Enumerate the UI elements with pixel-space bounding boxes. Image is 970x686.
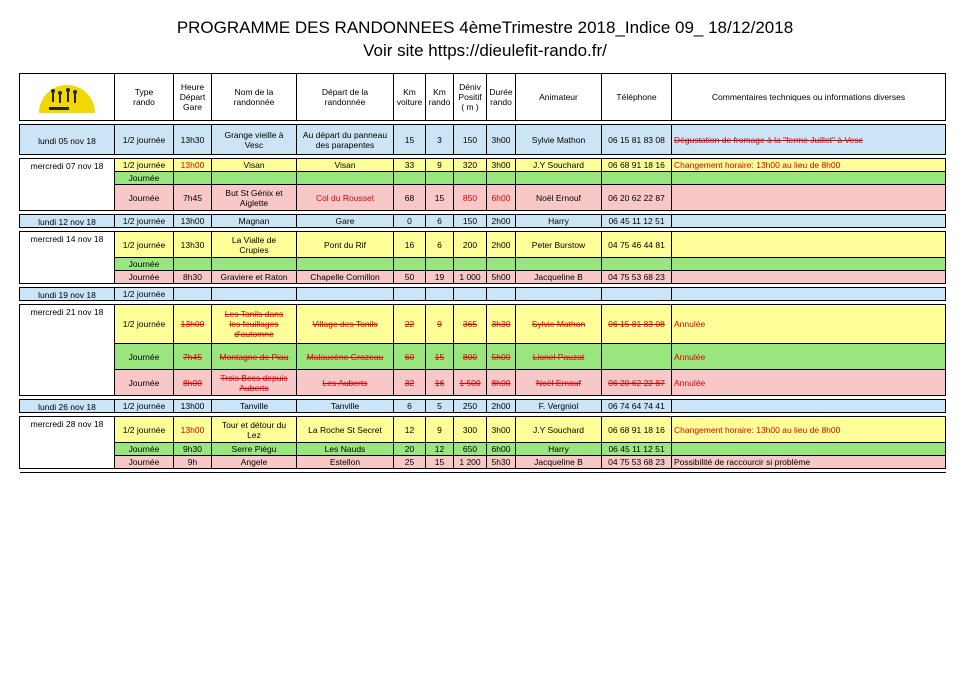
- cell-animateur: Sylvie Mathon: [516, 125, 602, 155]
- cell-type: Journée: [115, 185, 174, 211]
- header-deniv: Déniv Positif ( m ): [454, 74, 487, 121]
- cell-type: Journée: [115, 456, 174, 469]
- cell-km-voiture: 25: [394, 456, 426, 469]
- cell-telephone: 06 45 11 12 51: [602, 215, 672, 228]
- cell-commentaires: [672, 185, 946, 211]
- cell-km-voiture: 68: [394, 185, 426, 211]
- cell-type: 1/2 journée: [115, 305, 174, 344]
- table-row: [20, 370, 946, 396]
- cell-duree: [487, 172, 516, 185]
- cell-nom: Grange vieille à Vesc: [212, 125, 297, 155]
- cell-nom: Les Tonils dans les feuillages d'automne: [212, 305, 297, 344]
- cell-deniv: 250: [454, 400, 487, 413]
- cell-km-voiture: 33: [394, 159, 426, 172]
- cell-km-rando: 15: [426, 456, 454, 469]
- cell-km-rando: 6: [426, 232, 454, 258]
- table-row: [20, 417, 946, 443]
- cell-duree: 3h00: [487, 125, 516, 155]
- cell-deniv: [454, 258, 487, 271]
- spacer-cell: [20, 469, 946, 473]
- cell-commentaires: [672, 258, 946, 271]
- cell-nom: Trois Becs depuis Auberts: [212, 370, 297, 396]
- cell-type: Journée: [115, 258, 174, 271]
- cell-animateur: Harry: [516, 215, 602, 228]
- cell-nom: Montagne de Piau: [212, 344, 297, 370]
- cell-type: 1/2 journée: [115, 125, 174, 155]
- cell-nom: Graviere et Raton: [212, 271, 297, 284]
- cell-commentaires: Annulée: [672, 344, 946, 370]
- cell-depart: Estellon: [297, 456, 394, 469]
- cell-heure: 8h00: [174, 370, 212, 396]
- walkers-logo-icon: [35, 80, 99, 114]
- cell-commentaires: [672, 443, 946, 456]
- cell-km-rando: 19: [426, 271, 454, 284]
- cell-nom: La Vialle de Crupies: [212, 232, 297, 258]
- cell-km-voiture: 20: [394, 443, 426, 456]
- cell-depart: La Roche St Secret: [297, 417, 394, 443]
- cell-heure: 13h00: [174, 400, 212, 413]
- cell-type: Journée: [115, 443, 174, 456]
- cell-duree: 3h00: [487, 159, 516, 172]
- header-km-voiture: Km voiture: [394, 74, 426, 121]
- cell-commentaires: Changement horaire: 13h00 au lieu de 8h00: [672, 417, 946, 443]
- cell-heure: 7h45: [174, 344, 212, 370]
- cell-deniv: [454, 288, 487, 301]
- cell-depart: Malaucène Grozeau: [297, 344, 394, 370]
- header-km-rando: Km rando: [426, 74, 454, 121]
- cell-duree: 5h00: [487, 344, 516, 370]
- cell-km-voiture: 12: [394, 417, 426, 443]
- cell-telephone: 06 20 62 22 87: [602, 370, 672, 396]
- logo-cell: [20, 74, 115, 121]
- cell-animateur: Peter Burstow: [516, 232, 602, 258]
- cell-heure: [174, 288, 212, 301]
- cell-deniv: 1 500: [454, 370, 487, 396]
- cell-animateur: [516, 172, 602, 185]
- cell-km-voiture: [394, 172, 426, 185]
- page-subtitle: Voir site https://dieulefit-rando.fr/: [363, 41, 607, 60]
- cell-depart: Chapelle Cornillon: [297, 271, 394, 284]
- hike-schedule-table: [19, 73, 946, 473]
- cell-type: Journée: [115, 344, 174, 370]
- cell-commentaires: Dégustation de fromage à la "ferme Juillet" à Vesc: [672, 125, 946, 155]
- cell-animateur: [516, 288, 602, 301]
- cell-heure: 13h30: [174, 125, 212, 155]
- cell-depart: Col du Rousset: [297, 185, 394, 211]
- date-cell: lundi 12 nov 18: [20, 215, 115, 228]
- table-row: [20, 232, 946, 258]
- cell-km-voiture: 15: [394, 125, 426, 155]
- cell-duree: [487, 258, 516, 271]
- cell-deniv: 300: [454, 417, 487, 443]
- cell-heure: [174, 258, 212, 271]
- cell-depart: [297, 172, 394, 185]
- cell-commentaires: Annulée: [672, 370, 946, 396]
- cell-telephone: 04 75 53 68 23: [602, 456, 672, 469]
- table-row: [20, 288, 946, 301]
- cell-km-voiture: 6: [394, 400, 426, 413]
- cell-km-rando: 3: [426, 125, 454, 155]
- cell-type: Journée: [115, 271, 174, 284]
- cell-duree: 3h30: [487, 305, 516, 344]
- date-cell: mercredi 14 nov 18: [20, 232, 115, 284]
- cell-km-rando: 12: [426, 443, 454, 456]
- table-row: [20, 172, 946, 185]
- cell-telephone: [602, 288, 672, 301]
- cell-animateur: Jacqueline B: [516, 271, 602, 284]
- cell-animateur: Sylvie Mathon: [516, 305, 602, 344]
- cell-type: 1/2 journée: [115, 417, 174, 443]
- cell-km-rando: 9: [426, 159, 454, 172]
- cell-duree: 6h00: [487, 443, 516, 456]
- cell-heure: 9h: [174, 456, 212, 469]
- cell-nom: [212, 288, 297, 301]
- cell-depart: [297, 258, 394, 271]
- cell-km-rando: 15: [426, 185, 454, 211]
- cell-animateur: [516, 258, 602, 271]
- header-depart: Départ de la randonnée: [297, 74, 394, 121]
- cell-animateur: Harry: [516, 443, 602, 456]
- cell-deniv: 1 000: [454, 271, 487, 284]
- cell-nom: Visan: [212, 159, 297, 172]
- cell-duree: 2h00: [487, 232, 516, 258]
- cell-deniv: 650: [454, 443, 487, 456]
- header-telephone: Téléphone: [602, 74, 672, 121]
- cell-animateur: Noël Ernouf: [516, 370, 602, 396]
- cell-commentaires: Possibilité de raccourcir si problème: [672, 456, 946, 469]
- cell-commentaires: Changement horaire: 13h00 au lieu de 8h00: [672, 159, 946, 172]
- table-row: [20, 443, 946, 456]
- cell-depart: Visan: [297, 159, 394, 172]
- cell-animateur: F. Vergniol: [516, 400, 602, 413]
- date-cell: lundi 26 nov 18: [20, 400, 115, 413]
- cell-heure: 7h45: [174, 185, 212, 211]
- cell-km-rando: [426, 172, 454, 185]
- cell-animateur: J.Y Souchard: [516, 417, 602, 443]
- cell-commentaires: [672, 288, 946, 301]
- page-title: PROGRAMME DES RANDONNEES 4èmeTrimestre 2018_Indice 09_ 18/12/2018: [176, 18, 794, 37]
- date-cell: mercredi 28 nov 18: [20, 417, 115, 469]
- table-row: [20, 271, 946, 284]
- cell-type: Journée: [115, 172, 174, 185]
- cell-km-rando: 9: [426, 417, 454, 443]
- cell-commentaires: [672, 172, 946, 185]
- cell-nom: But St Génix et Aiglette: [212, 185, 297, 211]
- cell-animateur: Noël Ernouf: [516, 185, 602, 211]
- cell-telephone: 04 75 53 68 23: [602, 271, 672, 284]
- cell-km-rando: 15: [426, 344, 454, 370]
- cell-nom: Serre Piègu: [212, 443, 297, 456]
- table-body: [20, 121, 946, 473]
- cell-animateur: Jacqueline B: [516, 456, 602, 469]
- table-row: [20, 125, 946, 155]
- cell-km-voiture: 22: [394, 305, 426, 344]
- cell-duree: [487, 288, 516, 301]
- cell-nom: Magnan: [212, 215, 297, 228]
- cell-heure: [174, 172, 212, 185]
- cell-animateur: Lionel Pauzat: [516, 344, 602, 370]
- cell-heure: 13h00: [174, 417, 212, 443]
- cell-deniv: 800: [454, 344, 487, 370]
- table-row: [20, 185, 946, 211]
- cell-duree: 5h00: [487, 271, 516, 284]
- cell-km-voiture: 32: [394, 370, 426, 396]
- cell-commentaires: [672, 271, 946, 284]
- cell-telephone: 06 15 81 83 08: [602, 125, 672, 155]
- cell-deniv: 1 200: [454, 456, 487, 469]
- cell-km-rando: 16: [426, 370, 454, 396]
- cell-km-voiture: 50: [394, 271, 426, 284]
- cell-km-voiture: 16: [394, 232, 426, 258]
- cell-animateur: J.Y Souchard: [516, 159, 602, 172]
- cell-heure: 13h00: [174, 215, 212, 228]
- cell-nom: Tour et détour du Lez: [212, 417, 297, 443]
- cell-km-rando: 5: [426, 400, 454, 413]
- header-nom: Nom de la randonnée: [212, 74, 297, 121]
- cell-heure: 9h30: [174, 443, 212, 456]
- cell-duree: 2h00: [487, 400, 516, 413]
- table-row: [20, 400, 946, 413]
- cell-km-voiture: [394, 258, 426, 271]
- header-commentaires: Commentaires techniques ou informations diverses: [672, 74, 946, 121]
- group-spacer: [20, 469, 946, 473]
- cell-depart: Tanville: [297, 400, 394, 413]
- cell-telephone: 04 75 46 44 81: [602, 232, 672, 258]
- cell-km-voiture: [394, 288, 426, 301]
- cell-km-rando: 9: [426, 305, 454, 344]
- cell-commentaires: [672, 400, 946, 413]
- header-type: Type rando: [115, 74, 174, 121]
- cell-commentaires: [672, 215, 946, 228]
- cell-type: 1/2 journée: [115, 400, 174, 413]
- cell-depart: Au départ du panneau des parapentes: [297, 125, 394, 155]
- cell-deniv: 150: [454, 215, 487, 228]
- cell-telephone: [602, 258, 672, 271]
- header-animateur: Animateur: [516, 74, 602, 121]
- cell-depart: Pont du Rif: [297, 232, 394, 258]
- cell-nom: [212, 258, 297, 271]
- cell-telephone: [602, 344, 672, 370]
- cell-deniv: 320: [454, 159, 487, 172]
- cell-km-voiture: 60: [394, 344, 426, 370]
- date-cell: lundi 19 nov 18: [20, 288, 115, 301]
- table-row: [20, 215, 946, 228]
- cell-km-rando: [426, 258, 454, 271]
- cell-duree: 6h00: [487, 185, 516, 211]
- cell-telephone: 06 20 62 22 87: [602, 185, 672, 211]
- table-row: [20, 305, 946, 344]
- cell-telephone: [602, 172, 672, 185]
- cell-heure: 13h00: [174, 159, 212, 172]
- cell-type: 1/2 journée: [115, 288, 174, 301]
- date-cell: mercredi 07 nov 18: [20, 159, 115, 211]
- table-header-row: [20, 74, 946, 121]
- cell-type: 1/2 journée: [115, 215, 174, 228]
- cell-nom: [212, 172, 297, 185]
- date-cell: mercredi 21 nov 18: [20, 305, 115, 396]
- cell-deniv: 150: [454, 125, 487, 155]
- date-cell: lundi 05 nov 18: [20, 125, 115, 155]
- cell-km-rando: 6: [426, 215, 454, 228]
- cell-deniv: 365: [454, 305, 487, 344]
- cell-telephone: 06 15 81 83 08: [602, 305, 672, 344]
- cell-heure: 13h00: [174, 305, 212, 344]
- cell-duree: 8h00: [487, 370, 516, 396]
- cell-type: Journée: [115, 370, 174, 396]
- cell-telephone: 06 45 11 12 51: [602, 443, 672, 456]
- cell-deniv: 200: [454, 232, 487, 258]
- header-heure: Heure Départ Gare: [174, 74, 212, 121]
- cell-commentaires: Annulée: [672, 305, 946, 344]
- cell-depart: Gare: [297, 215, 394, 228]
- cell-type: 1/2 journée: [115, 159, 174, 172]
- cell-duree: 3h00: [487, 417, 516, 443]
- cell-depart: Les Auberts: [297, 370, 394, 396]
- cell-heure: 8h30: [174, 271, 212, 284]
- cell-nom: Angele: [212, 456, 297, 469]
- cell-type: 1/2 journée: [115, 232, 174, 258]
- cell-depart: Village des Tonils: [297, 305, 394, 344]
- cell-telephone: 06 68 91 18 16: [602, 417, 672, 443]
- header-duree: Durée rando: [487, 74, 516, 121]
- cell-duree: 5h30: [487, 456, 516, 469]
- cell-commentaires: [672, 232, 946, 258]
- table-row: [20, 456, 946, 469]
- cell-duree: 2h00: [487, 215, 516, 228]
- cell-depart: [297, 288, 394, 301]
- cell-heure: 13h30: [174, 232, 212, 258]
- cell-km-voiture: 0: [394, 215, 426, 228]
- table-row: [20, 344, 946, 370]
- cell-km-rando: [426, 288, 454, 301]
- table-row: [20, 258, 946, 271]
- table-row: [20, 159, 946, 172]
- cell-deniv: 850: [454, 185, 487, 211]
- cell-deniv: [454, 172, 487, 185]
- cell-telephone: 06 74 64 74 41: [602, 400, 672, 413]
- cell-nom: Tanville: [212, 400, 297, 413]
- cell-depart: Les Nauds: [297, 443, 394, 456]
- cell-telephone: 06 68 91 18 16: [602, 159, 672, 172]
